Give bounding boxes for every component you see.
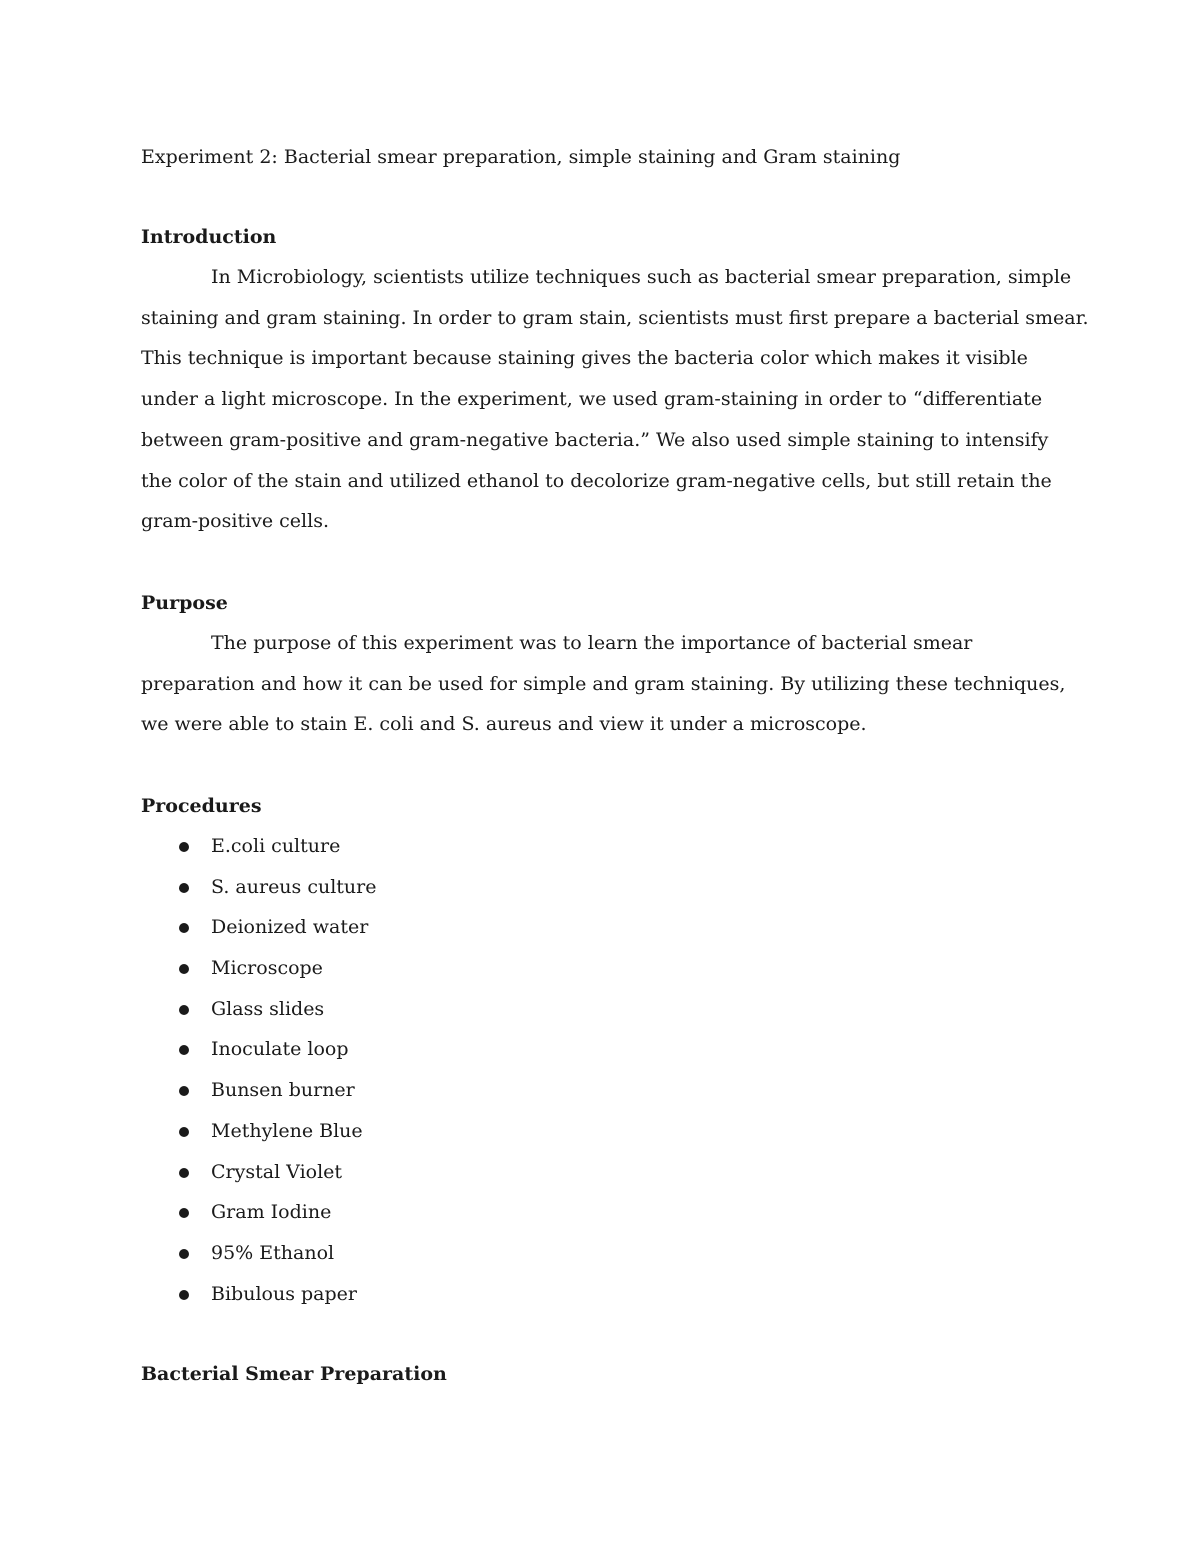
paragraph-line: This technique is important because staining gives the bacteria color which makes it visible <box>141 347 1028 370</box>
list-item <box>141 1238 377 1279</box>
list-item-label: Bunsen burner <box>211 1079 355 1102</box>
paragraph-line: preparation and how it can be used for simple and gram staining. By utilizing these techniques, <box>141 672 1066 695</box>
procedures-list <box>141 831 377 1319</box>
list-item-label: Gram Iodine <box>211 1201 332 1224</box>
list-item <box>141 994 377 1035</box>
smear-preparation-heading: Bacterial Smear Preparation <box>141 1363 447 1385</box>
paragraph-line: gram-positive cells. <box>141 510 329 533</box>
purpose-heading: Purpose <box>141 592 228 614</box>
paragraph-line: the color of the stain and utilized ethanol to decolorize gram-negative cells, but still retain the <box>141 469 1052 492</box>
list-item <box>141 912 377 953</box>
bullet-icon <box>141 1157 211 1187</box>
bullet-icon <box>141 994 211 1024</box>
paragraph-line: we were able to stain E. coli and S. aureus and view it under a microscope. <box>141 713 867 736</box>
bullet-icon <box>141 1238 211 1268</box>
document-title: Experiment 2: Bacterial smear preparation, simple staining and Gram staining <box>141 146 901 168</box>
list-item-label: Inoculate loop <box>211 1038 349 1061</box>
list-item-label: Deionized water <box>211 916 369 939</box>
bullet-icon <box>141 872 211 902</box>
list-item <box>141 1075 377 1116</box>
list-item-label: Microscope <box>211 957 323 980</box>
list-item <box>141 1034 377 1075</box>
bullet-icon <box>141 1116 211 1146</box>
bullet-icon <box>141 1034 211 1064</box>
paragraph-line: under a light microscope. In the experiment, we used gram-staining in order to “differentiate <box>141 388 1043 411</box>
bullet-icon <box>141 1075 211 1105</box>
bullet-icon <box>141 831 211 861</box>
bullet-icon <box>141 912 211 942</box>
bullet-icon <box>141 1279 211 1309</box>
list-item-label: Glass slides <box>211 997 325 1020</box>
list-item-label: 95% Ethanol <box>211 1241 335 1264</box>
purpose-paragraph <box>141 623 1071 745</box>
list-item <box>141 1116 377 1157</box>
bullet-icon <box>141 953 211 983</box>
procedures-heading: Procedures <box>141 795 262 817</box>
list-item <box>141 872 377 913</box>
paragraph-line: The purpose of this experiment was to learn the importance of bacterial smear <box>211 632 973 654</box>
paragraph-line: between gram-positive and gram-negative bacteria.” We also used simple staining to intensify <box>141 428 1049 451</box>
list-item-label: Bibulous paper <box>211 1282 357 1305</box>
list-item-label: S. aureus culture <box>211 875 377 898</box>
paragraph-line: staining and gram staining. In order to gram stain, scientists must first prepare a bacterial smear. <box>141 306 1089 329</box>
list-item <box>141 1157 377 1198</box>
list-item <box>141 831 377 872</box>
list-item <box>141 1197 377 1238</box>
bullet-icon <box>141 1197 211 1227</box>
list-item <box>141 1279 377 1320</box>
introduction-paragraph <box>141 257 1089 542</box>
introduction-heading: Introduction <box>141 226 277 248</box>
list-item-label: E.coli culture <box>211 835 341 857</box>
paragraph-line: In Microbiology, scientists utilize techniques such as bacterial smear preparation, simple <box>211 266 1072 288</box>
list-item-label: Crystal Violet <box>211 1160 343 1183</box>
list-item <box>141 953 377 994</box>
list-item-label: Methylene Blue <box>211 1119 363 1142</box>
